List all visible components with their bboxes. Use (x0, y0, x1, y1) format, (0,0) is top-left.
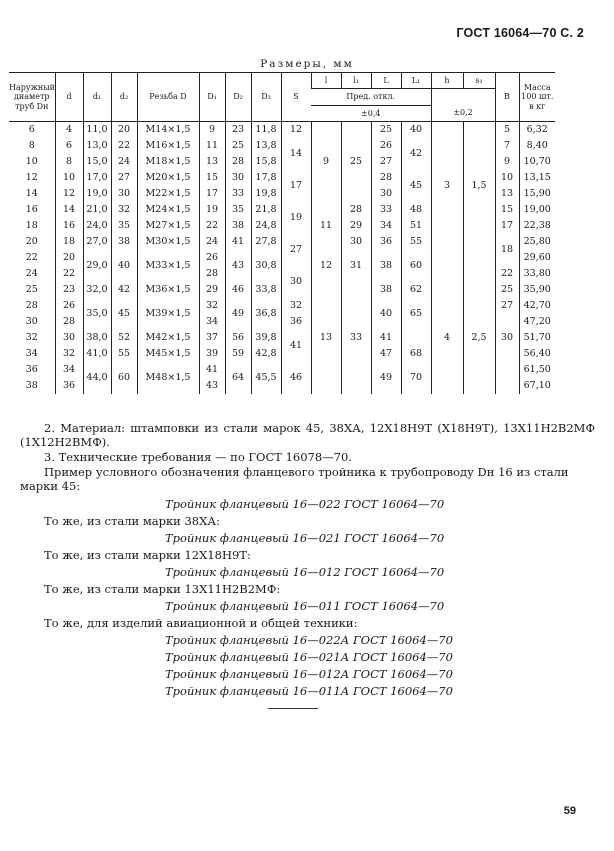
table-cell: 17 (495, 218, 519, 234)
table-cell: 38 (225, 218, 251, 234)
table-cell: M30×1,5 (137, 234, 199, 250)
same-12x18: То же, из стали марки 12Х18Н9Т: (44, 548, 251, 562)
table-cell: 30 (495, 314, 519, 362)
table-cell: 29 (341, 218, 371, 234)
table-cell: 30 (55, 330, 83, 346)
table-cell: 38 (111, 234, 137, 250)
table-cell: 15 (495, 202, 519, 218)
col-d1: d₁ (83, 73, 111, 122)
table-cell: 32 (111, 202, 137, 218)
example-designation-3: Тройник фланцевый 16—012 ГОСТ 16064—70 (165, 565, 445, 579)
table-cell: 13 (311, 282, 341, 394)
table-cell: 42 (401, 138, 431, 170)
table-cell: 30 (25, 316, 38, 327)
table-cell: 55 (111, 346, 137, 362)
table-cell: 2,5 (463, 282, 495, 394)
table-cell: 22 (199, 218, 225, 234)
table-cell: 35 (111, 218, 137, 234)
table-cell: 22 (495, 266, 519, 282)
table-cell: 24 (199, 234, 225, 250)
table-cell: 38 (25, 380, 38, 391)
table-cell: 28 (225, 154, 251, 170)
table-cell: 62 (401, 282, 431, 298)
table-cell: 20 (111, 122, 137, 139)
table-cell: 10 (25, 156, 38, 167)
table-cell: 5 (495, 122, 519, 139)
table-cell: 17,8 (251, 170, 281, 186)
table-cell: M14×1,5 (137, 122, 199, 139)
table-cell: 32 (55, 346, 83, 362)
table-cell: 6,32 (519, 122, 555, 139)
table-cell: 24 (111, 154, 137, 170)
table-cell: 24 (25, 268, 38, 279)
table-cell: 28 (341, 202, 371, 218)
table-cell: 30 (111, 186, 137, 202)
table-cell: 25 (225, 138, 251, 154)
table-cell: 39,8 (251, 330, 281, 346)
table-cell: 13 (495, 186, 519, 202)
table-cell: 28 (25, 300, 38, 311)
table-cell: 34 (55, 362, 83, 378)
table-cell: 15 (199, 170, 225, 186)
table-cell: 42 (111, 282, 137, 298)
table-cell: 18 (495, 234, 519, 266)
table-cell: 30 (281, 266, 311, 298)
table-cell: 19,8 (251, 186, 281, 202)
table-cell: 15,8 (251, 154, 281, 170)
table-cell: 13,15 (519, 170, 555, 186)
table-cell: 51 (401, 218, 431, 234)
table-cell: M48×1,5 (137, 362, 199, 394)
table-cell: M33×1,5 (137, 250, 199, 282)
table-cell: 64 (225, 362, 251, 394)
table-cell: 41 (199, 362, 225, 378)
table-caption: Размеры, мм (260, 58, 354, 70)
col-outer-diameter: Наружный диаметр труб Dн (9, 73, 55, 122)
table-cell: 26 (371, 138, 401, 154)
table-cell: 45 (111, 298, 137, 330)
table-cell: 17 (199, 186, 225, 202)
table-cell: 25,80 (519, 234, 555, 250)
table-cell: M36×1,5 (137, 282, 199, 298)
col-B: B (495, 73, 519, 122)
table-cell: 14 (281, 138, 311, 170)
dimensions-table (9, 72, 555, 394)
table-cell: 36,8 (251, 298, 281, 330)
example-intro: Пример условного обозначения фланцевого тройника к трубопроводу Dн 16 из стали марки 45: (20, 465, 569, 493)
table-cell: 61,50 (519, 362, 555, 378)
table-cell: 27 (111, 170, 137, 186)
table-cell: M45×1,5 (137, 346, 199, 362)
note-tech-req: 3. Технические требования — по ГОСТ 16078—70. (44, 450, 352, 464)
example-designation-8: Тройник фланцевый 16—011А ГОСТ 16064—70 (165, 684, 453, 698)
col-L1: L₁ (401, 73, 431, 89)
table-row (9, 122, 555, 139)
col-L: L (371, 73, 401, 89)
table-cell: 8 (55, 154, 83, 170)
col-mass: Масса 100 шт. в кг (519, 73, 555, 122)
table-cell: 9 (311, 122, 341, 203)
table-cell: 18 (25, 220, 38, 231)
table-cell: 32 (199, 298, 225, 314)
table-cell: 41,0 (83, 346, 111, 362)
page-number: 59 (563, 805, 576, 817)
table-cell: 7 (495, 138, 519, 154)
table-cell: M27×1,5 (137, 218, 199, 234)
table-cell: 33 (341, 282, 371, 394)
table-cell: 16 (25, 204, 38, 215)
pred-otkl-label: Пред. откл. (311, 89, 431, 105)
table-cell: 47,20 (519, 314, 555, 330)
table-cell: 59 (225, 346, 251, 362)
table-cell: 25 (25, 284, 38, 295)
table-cell: 20 (25, 236, 38, 247)
table-cell: 41 (281, 330, 311, 362)
col-d2: d₂ (111, 73, 137, 122)
table-cell: 25 (341, 122, 371, 203)
table-cell: 27 (281, 234, 311, 266)
table-cell: 8,40 (519, 138, 555, 154)
table-cell: 11 (199, 138, 225, 154)
table-cell: 28 (55, 314, 83, 330)
table-cell: 6 (28, 124, 35, 135)
table-cell: M42×1,5 (137, 330, 199, 346)
table-cell: 56 (225, 330, 251, 346)
table-cell: 15,90 (519, 186, 555, 202)
table-cell: 34 (371, 218, 401, 234)
doc-header: ГОСТ 16064—70 С. 2 (456, 26, 584, 40)
table-cell: 16 (55, 218, 83, 234)
example-designation-4: Тройник фланцевый 16—011 ГОСТ 16064—70 (165, 599, 445, 613)
table-cell: 32,0 (83, 282, 111, 298)
table-cell: 19,0 (83, 186, 111, 202)
table-cell: 13 (199, 154, 225, 170)
same-aviation: То же, для изделий авиационной и общей техники: (44, 616, 358, 630)
tolerance-a: ±0,4 (311, 105, 431, 121)
table-cell: 14 (55, 202, 83, 218)
table-cell: 44,0 (83, 362, 111, 394)
table-cell: 11,8 (251, 122, 281, 139)
table-cell: 19 (199, 202, 225, 218)
table-cell: 11 (311, 202, 341, 250)
table-cell: 12 (311, 250, 341, 282)
table-cell: 11,0 (83, 122, 111, 139)
table-cell: 29,60 (519, 250, 555, 266)
col-D2: D₂ (225, 73, 251, 122)
table-cell: 46 (281, 362, 311, 394)
table-cell: 27 (495, 298, 519, 314)
table-cell: 40 (401, 122, 431, 139)
table-cell: 12 (25, 172, 38, 183)
table-cell: 60 (111, 362, 137, 394)
table-cell: 35,0 (83, 298, 111, 330)
table-cell: 20 (55, 250, 83, 266)
table-cell: 22 (25, 252, 38, 263)
table-cell: 15,0 (83, 154, 111, 170)
col-D1: D₁ (199, 73, 225, 122)
table-cell: 35 (225, 202, 251, 218)
same-13x11: То же, из стали марки 13Х11Н2В2МФ: (44, 582, 281, 596)
table-cell: 38 (371, 282, 401, 298)
table-cell: 4 (431, 282, 463, 394)
table-cell: 55 (401, 234, 431, 250)
table-cell: 45,5 (251, 362, 281, 394)
example-designation-7: Тройник фланцевый 16—012А ГОСТ 16064—70 (165, 667, 453, 681)
table-cell: 25 (371, 122, 401, 139)
table-cell: 29,0 (83, 250, 111, 282)
table-cell: 36 (55, 378, 83, 394)
table-cell: 37 (199, 330, 225, 346)
table-cell: 24,0 (83, 218, 111, 234)
table-cell: 22,38 (519, 218, 555, 234)
table-cell: 30 (225, 170, 251, 186)
table-cell: 23 (225, 122, 251, 139)
table-cell: 60 (401, 250, 431, 282)
table-cell: 17,0 (83, 170, 111, 186)
table-cell: 9 (199, 122, 225, 139)
example-designation-5: Тройник фланцевый 16—022А ГОСТ 16064—70 (165, 633, 453, 647)
table-cell: 33 (371, 202, 401, 218)
table-cell: 65 (401, 298, 431, 330)
table-cell: 3 (431, 122, 463, 251)
table-cell: 36 (25, 364, 38, 375)
col-l1: l₁ (341, 73, 371, 89)
col-s1: s₁ (463, 73, 495, 89)
table-cell: 26 (199, 250, 225, 266)
table-cell: 41 (225, 234, 251, 250)
col-S: S (281, 73, 311, 122)
table-cell: 32 (281, 298, 311, 314)
table-cell: 49 (225, 298, 251, 330)
table-cell: M39×1,5 (137, 298, 199, 330)
col-thread: Резьба D (137, 73, 199, 122)
table-cell: 33,8 (251, 282, 281, 298)
table-cell: 56,40 (519, 346, 555, 362)
table-cell: 67,10 (519, 378, 555, 394)
table-cell: 25 (495, 282, 519, 298)
table-cell: 33 (225, 186, 251, 202)
tolerance-b: ±0,2 (431, 105, 495, 121)
table-cell: 27 (371, 154, 401, 170)
table-cell: 41 (371, 330, 401, 346)
table-cell: 42,8 (251, 346, 281, 362)
same-38xa: То же, из стали марки 38ХА: (44, 514, 220, 528)
table-cell: 17 (281, 170, 311, 202)
table-cell: 36 (371, 234, 401, 250)
table-cell: 40 (371, 298, 401, 330)
example-designation-6: Тройник фланцевый 16—021А ГОСТ 16064—70 (165, 650, 453, 664)
table-cell: M24×1,5 (137, 202, 199, 218)
table-cell: 23 (55, 282, 83, 298)
table-cell: 40 (111, 250, 137, 282)
table-cell: 29 (199, 282, 225, 298)
table-cell: 27,8 (251, 234, 281, 250)
table-cell: 19,00 (519, 202, 555, 218)
table-cell: 33,80 (519, 266, 555, 282)
table-cell: 70 (401, 362, 431, 394)
table-cell: 30,8 (251, 250, 281, 282)
table-cell: 43 (199, 378, 225, 394)
table-cell: 30 (371, 186, 401, 202)
table-cell: 8 (28, 140, 35, 151)
table-cell: 1,5 (463, 122, 495, 251)
table-cell: 14 (25, 188, 38, 199)
table-cell: 13,0 (83, 138, 111, 154)
table-cell: 19 (281, 202, 311, 234)
table-cell: 30 (341, 234, 371, 250)
table-cell: M22×1,5 (137, 186, 199, 202)
table-cell: 49 (371, 362, 401, 394)
table-cell: 12 (55, 186, 83, 202)
table-cell: 26 (55, 298, 83, 314)
table-cell: 45 (401, 170, 431, 202)
table-cell: 35,90 (519, 282, 555, 298)
table-cell: 4 (55, 122, 83, 139)
table-cell: 28 (199, 266, 225, 282)
table-cell: 68 (401, 346, 431, 362)
col-D3: D₃ (251, 73, 281, 122)
table-cell: 9 (495, 154, 519, 170)
table-cell: 6 (55, 138, 83, 154)
table-cell: 13,8 (251, 138, 281, 154)
table-cell: 38 (371, 250, 401, 282)
table-cell: 34 (199, 314, 225, 330)
col-l: l (311, 73, 341, 89)
table-cell: 46 (225, 282, 251, 298)
table-cell: 12 (281, 122, 311, 139)
table-cell: 38,0 (83, 330, 111, 346)
table-cell: 31 (341, 250, 371, 282)
table-cell: 51,70 (519, 330, 555, 346)
table-cell: 39 (199, 346, 225, 362)
table-cell: 32 (25, 332, 38, 343)
table-cell: 34 (25, 348, 38, 359)
table-cell: 10 (55, 170, 83, 186)
table-cell: M18×1,5 (137, 154, 199, 170)
table-cell: 22 (55, 266, 83, 282)
table-cell: 10,70 (519, 154, 555, 170)
example-designation-1: Тройник фланцевый 16—022 ГОСТ 16064—70 (165, 497, 445, 511)
table-cell: 42,70 (519, 298, 555, 314)
table-cell: 47 (371, 346, 401, 362)
table-cell: 52 (111, 330, 137, 346)
table-cell: 10 (495, 170, 519, 186)
table-cell (401, 330, 431, 346)
col-h: h (431, 73, 463, 89)
table-cell: 24,8 (251, 218, 281, 234)
table-cell: 28 (371, 170, 401, 186)
end-rule (268, 708, 318, 709)
table-cell: 27,0 (83, 234, 111, 250)
table-cell: 21,0 (83, 202, 111, 218)
example-designation-2: Тройник фланцевый 16—021 ГОСТ 16064—70 (165, 531, 445, 545)
table-cell: M20×1,5 (137, 170, 199, 186)
table-cell: 48 (401, 202, 431, 218)
table-cell: 36 (281, 314, 311, 330)
table-cell: 21,8 (251, 202, 281, 218)
note-material: 2. Материал: штамповки из стали марок 45, 38ХА, 12Х18Н9Т (Х18Н9Т), 13Х11Н2В2МФ (1Х12Н2ВМФ). (20, 421, 595, 449)
table-cell: 43 (225, 250, 251, 282)
col-d: d (55, 73, 83, 122)
table-cell: M16×1,5 (137, 138, 199, 154)
table-cell: 18 (55, 234, 83, 250)
table-cell: 22 (111, 138, 137, 154)
